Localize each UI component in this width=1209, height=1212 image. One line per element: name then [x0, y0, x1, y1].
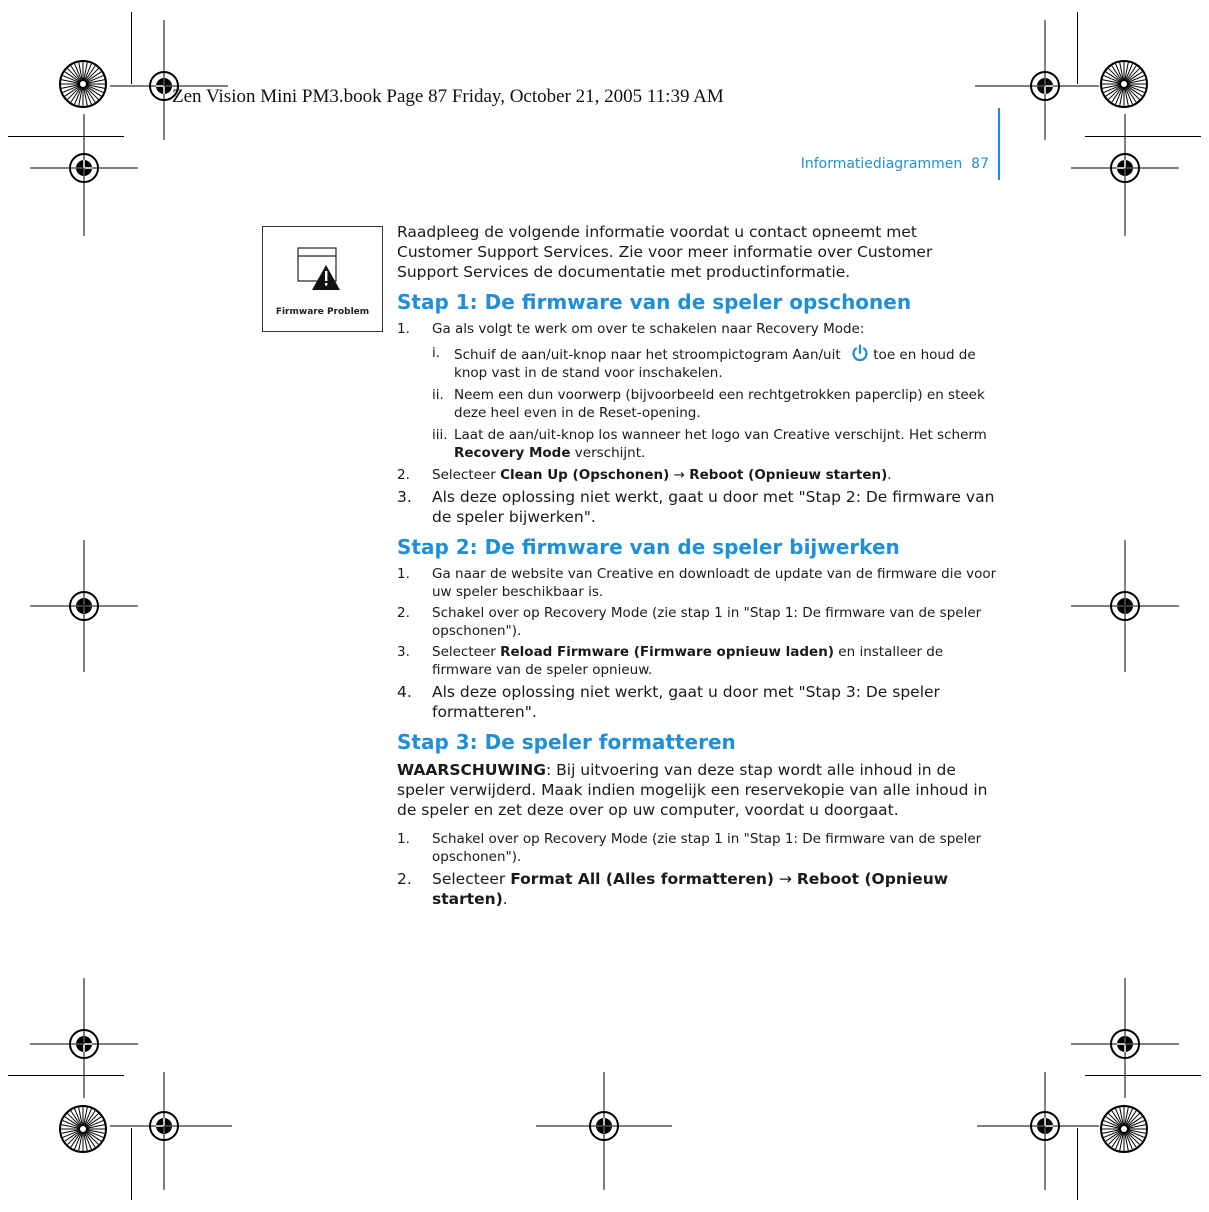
list-item: 1. Schakel over op Recovery Mode (zie stap 1 in "Stap 1: De firmware van de speler opschonen"). [397, 831, 982, 865]
step3-heading: Stap 3: De speler formatteren [397, 730, 736, 754]
page-number: 87 [971, 156, 989, 172]
list-item: 1. Ga naar de website van Creative en downloadt de update van de firmware die voor uw speler beschikbaar is. [397, 566, 997, 600]
power-icon [851, 344, 869, 362]
sub-list-item: i. Schuif de aan/uit-knop naar het stroompictogram Aan/uit toe en houd de knop vast in de stand voor inschakelen. [432, 345, 976, 381]
list-item: 4. Als deze oplossing niet werkt, gaat u door met "Stap 3: De speler formatteren". [397, 683, 940, 721]
running-head [801, 156, 989, 172]
list-item: 2. Schakel over op Recovery Mode (zie stap 1 in "Stap 1: De firmware van de speler opschonen"). [397, 605, 982, 639]
step3-list [397, 830, 997, 909]
running-head-title: Informatiediagrammen [800, 156, 963, 172]
slug-line: Zen Vision Mini PM3.book Page 87 Friday, October 21, 2005 11:39 AM [172, 86, 724, 107]
main-content [397, 222, 997, 912]
header-rule [998, 108, 1000, 180]
intro-paragraph: Raadpleeg de volgende informatie voordat u contact opneemt met Customer Support Services. Zie voor meer informatie over Customer Support Services de documentatie met productinformatie. [397, 223, 933, 281]
icon-caption: Firmware Problem [275, 307, 370, 317]
step2-heading: Stap 2: De firmware van de speler bijwerken [397, 535, 900, 559]
sub-list [432, 344, 997, 462]
sub-list-item: ii. Neem een dun voorwerp (bijvoorbeeld een rechtgetrokken paperclip) en steek deze heel even in de Reset-opening. [432, 387, 985, 421]
list-item: 1. Ga als volgt te werk om over te schakelen naar Recovery Mode: i. Schuif de aan/uit-knop naar het stroompictogram Aan/uit toe en houd de knop vast in de stand voor inschakelen. ii. Neem een dun voorwerp (bijvoorbeeld een rechtgetrokken paperclip) en steek deze heel even in de Reset-opening. iii. Laat de aan/uit-knop los wanneer het logo van Creative verschijnt. Het scherm Recovery Mode verschijnt. [397, 320, 997, 462]
list-item: 3. Selecteer Reload Firmware (Firmware opnieuw laden) en installeer de firmware van de speler opnieuw. [397, 644, 944, 678]
step1-list [397, 320, 997, 527]
list-item: 2. Selecteer Format All (Alles formatteren) → Reboot (Opnieuw starten). [397, 870, 949, 908]
list-item: 3. Als deze oplossing niet werkt, gaat u door met "Stap 2: De firmware van de speler bijwerken". [397, 488, 995, 526]
window-warning-icon [297, 247, 345, 293]
warning-label: WAARSCHUWING [397, 761, 546, 779]
firmware-problem-box [262, 226, 383, 332]
step2-list [397, 565, 997, 722]
step1-heading: Stap 1: De firmware van de speler opschonen [397, 290, 912, 314]
warning-paragraph: WAARSCHUWING: Bij uitvoering van deze stap wordt alle inhoud in de speler verwijderd. Maak indien mogelijk een reservekopie van alle inhoud in de speler en zet deze over op uw computer, voordat u doorgaat. [397, 761, 988, 819]
list-item: 2. Selecteer Clean Up (Opschonen) → Reboot (Opnieuw starten). [397, 467, 892, 483]
sub-list-item: iii. Laat de aan/uit-knop los wanneer het logo van Creative verschijnt. Het scherm Recovery Mode verschijnt. [432, 427, 987, 461]
